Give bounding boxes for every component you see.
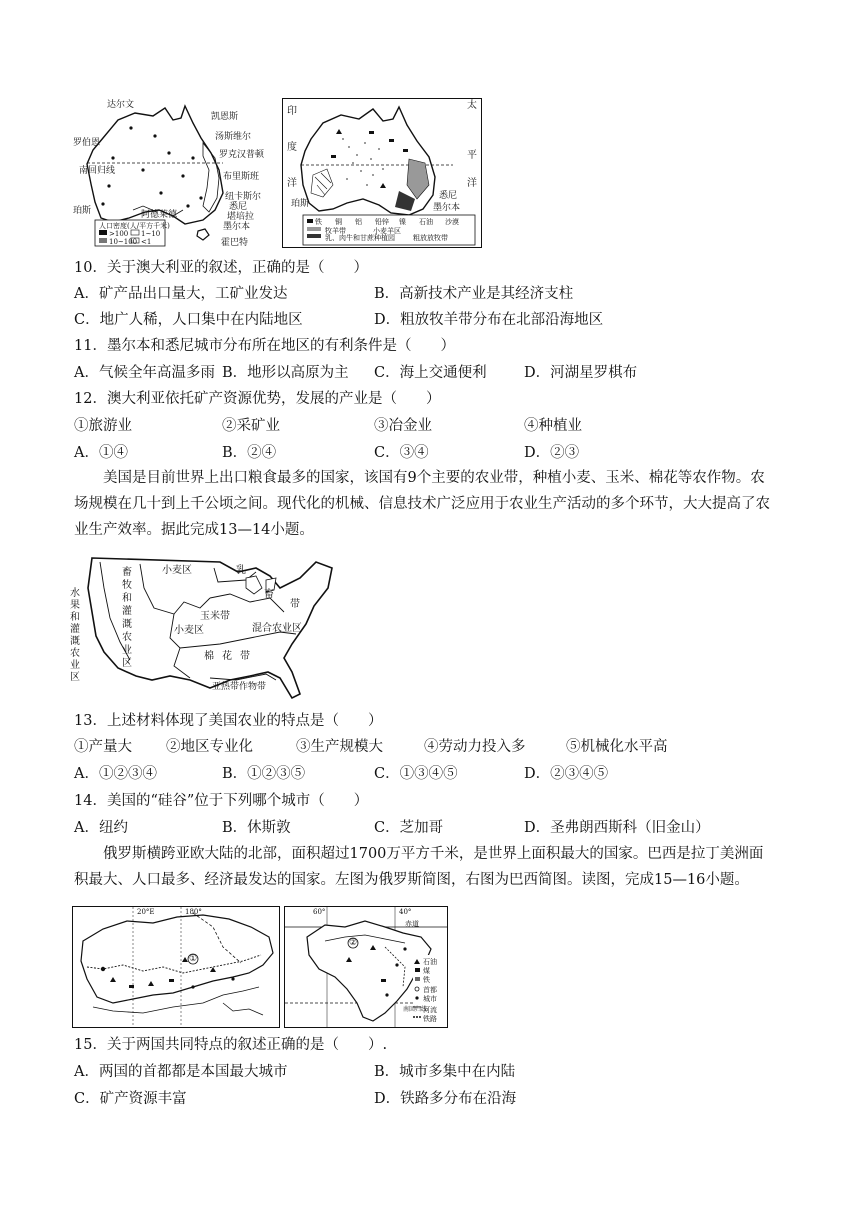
legend-item: 10~100 bbox=[109, 238, 138, 246]
legend-item: 沙漠 bbox=[445, 218, 459, 226]
q13-statement-4: ④劳动力投入多 bbox=[424, 739, 526, 755]
passage-line: 业生产效率。据此完成13—14小题。 bbox=[74, 522, 314, 538]
passage-russia-brazil bbox=[74, 841, 790, 893]
legend-item: 1~10 bbox=[141, 230, 161, 238]
legend-item: 石油 bbox=[419, 218, 433, 226]
ocean-label: 印 bbox=[287, 106, 297, 117]
longitude-label: 180° bbox=[185, 908, 202, 916]
australia-population-map bbox=[73, 98, 273, 248]
legend-line: 牧羊带 bbox=[325, 227, 346, 235]
q13-statement-1: ①产量大 bbox=[74, 739, 132, 755]
q13-option-a[interactable]: A．①②③④ bbox=[74, 766, 157, 782]
region-label-mixed: 混合农业区 bbox=[252, 623, 302, 634]
q13-option-d[interactable]: D．②③④⑤ bbox=[524, 766, 609, 782]
question-15-stem: 15．关于两国共同特点的叙述正确的是（ ）. bbox=[74, 1037, 388, 1053]
ocean-label: 太 bbox=[467, 100, 477, 111]
passage-line: 场规模在几十到上千公顷之间。现代化的机械、信息技术广泛应用于农业生产活动的多个环节，大大提高了农 bbox=[74, 496, 770, 512]
usa-agriculture-map bbox=[70, 548, 338, 702]
q12-option-b[interactable]: B．②④ bbox=[222, 445, 277, 461]
map-label: 墨尔本 bbox=[433, 203, 461, 213]
question-11-stem: 11．墨尔本和悉尼城市分布所在地区的有利条件是（ ） bbox=[74, 338, 455, 354]
region-label-livestock: 畜牧和灌溉农业区 bbox=[122, 567, 132, 669]
longitude-label: 40° bbox=[399, 908, 412, 916]
legend-item: >100 bbox=[109, 230, 129, 238]
map-label: 珀斯 bbox=[291, 199, 310, 209]
region-label-wheat-south: 小麦区 bbox=[174, 625, 204, 636]
map-label: 墨尔本 bbox=[223, 222, 251, 232]
q14-option-c[interactable]: C．芝加哥 bbox=[374, 820, 444, 836]
q14-option-a[interactable]: A．纽约 bbox=[74, 820, 128, 836]
q11-option-a[interactable]: A．气候全年高温多雨 bbox=[74, 365, 215, 381]
legend-item: 铁 bbox=[423, 976, 430, 984]
q11-option-d[interactable]: D．河湖星罗棋布 bbox=[524, 365, 638, 381]
q13-statement-2: ②地区专业化 bbox=[166, 739, 253, 755]
legend-line: 粗放放牧带 bbox=[413, 234, 448, 242]
question-12-stem: 12．澳大利亚依托矿产资源优势，发展的产业是（ ） bbox=[74, 391, 441, 407]
region-label-dairy-2: 畜 bbox=[264, 589, 274, 600]
map-label: 达尔文 bbox=[107, 100, 135, 110]
question-13-stem: 13．上述材料体现了美国农业的特点是（ ） bbox=[74, 713, 383, 729]
legend-item: 河流 bbox=[423, 1006, 437, 1014]
map-label: 罗伯恩 bbox=[73, 138, 101, 148]
longitude-label: 20°E bbox=[137, 908, 155, 916]
legend-item: 煤 bbox=[423, 967, 430, 975]
q12-option-c[interactable]: C．③④ bbox=[374, 445, 429, 461]
q11-option-c[interactable]: C．海上交通便利 bbox=[374, 365, 487, 381]
q10-option-d[interactable]: D．粗放牧羊带分布在北部沿海地区 bbox=[374, 312, 604, 328]
q13-option-c[interactable]: C．①③④⑤ bbox=[374, 766, 458, 782]
longitude-label: 60° bbox=[313, 908, 326, 916]
q15-option-b[interactable]: B．城市多集中在内陆 bbox=[374, 1064, 516, 1080]
passage-line: 美国是目前世界上出口粮食最多的国家，该国有9个主要的农业带，种植小麦、玉米、棉花等农作物。农 bbox=[103, 470, 765, 486]
equator-label: 赤道 bbox=[405, 920, 419, 928]
marker-1-label: ① bbox=[189, 954, 198, 964]
region-label-dairy-3: 带 bbox=[290, 599, 300, 610]
russia-map bbox=[72, 906, 280, 1028]
ocean-label: 度 bbox=[287, 142, 297, 153]
legend-item: 铁路 bbox=[423, 1015, 437, 1023]
legend-title: 人口密度(人/平方千米) bbox=[99, 222, 170, 230]
region-label-subtropical: 亚热带作物带 bbox=[212, 682, 267, 692]
legend-item: 石油 bbox=[423, 958, 437, 966]
q12-option-a[interactable]: A．①④ bbox=[74, 445, 128, 461]
region-label-wheat-north: 小麦区 bbox=[162, 565, 192, 576]
map-label: 凯恩斯 bbox=[211, 112, 239, 122]
map-label: 阿德莱德 bbox=[141, 210, 178, 220]
q13-statement-3: ③生产规模大 bbox=[296, 739, 383, 755]
q12-option-d[interactable]: D．②③ bbox=[524, 445, 580, 461]
passage-usa bbox=[74, 465, 790, 543]
q14-option-b[interactable]: B．休斯敦 bbox=[222, 820, 291, 836]
ocean-label: 平 bbox=[467, 150, 477, 161]
tropic-label: 南回归线 bbox=[403, 1006, 428, 1013]
q12-statement-3: ③冶金业 bbox=[374, 418, 432, 434]
legend-line: 乳、肉牛和甘蔗种植园 bbox=[325, 234, 395, 242]
legend-item: 铜 bbox=[335, 218, 342, 226]
q13-option-b[interactable]: B．①②③⑤ bbox=[222, 766, 306, 782]
australia-economy-map bbox=[282, 98, 482, 248]
map-label: 南回归线 bbox=[79, 166, 116, 176]
region-label-dairy-1: 乳 bbox=[236, 565, 246, 576]
map-label: 珀斯 bbox=[73, 206, 92, 216]
legend-item: 铅锌 bbox=[375, 218, 389, 226]
legend-item: <1 bbox=[141, 238, 152, 246]
ocean-label: 洋 bbox=[467, 178, 477, 189]
map-label: 罗克汉普顿 bbox=[219, 150, 265, 160]
q11-option-b[interactable]: B．地形以高原为主 bbox=[222, 365, 349, 381]
legend-item: 镍 bbox=[399, 218, 406, 226]
question-14-stem: 14．美国的“硅谷”位于下列哪个城市（ ） bbox=[74, 793, 369, 809]
region-label-fruit: 水果和灌溉农业区 bbox=[70, 588, 80, 683]
legend-item: 铝 bbox=[355, 218, 362, 226]
q14-option-d[interactable]: D．圣弗朗西斯科（旧金山） bbox=[524, 820, 710, 836]
ocean-label: 洋 bbox=[287, 178, 297, 189]
legend-item: 城市 bbox=[423, 995, 437, 1003]
q15-option-a[interactable]: A．两国的首都都是本国最大城市 bbox=[74, 1064, 288, 1080]
q10-option-a[interactable]: A．矿产品出口量大，工矿业发达 bbox=[74, 286, 288, 302]
passage-line: 俄罗斯横跨亚欧大陆的北部，面积超过1700万平方千米，是世界上面积最大的国家。巴西是拉丁美洲面 bbox=[103, 846, 764, 862]
q12-statement-1: ①旅游业 bbox=[74, 418, 132, 434]
map-label: 悉尼 bbox=[439, 191, 458, 201]
map-label: 汤斯维尔 bbox=[215, 132, 252, 142]
q10-option-c[interactable]: C．地广人稀，人口集中在内陆地区 bbox=[74, 312, 303, 328]
q13-statement-5: ⑤机械化水平高 bbox=[566, 739, 668, 755]
region-label-cotton: 棉花带 bbox=[204, 651, 258, 662]
map-label: 悉尼 bbox=[229, 202, 248, 212]
q10-option-b[interactable]: B．高新技术产业是其经济支柱 bbox=[374, 286, 574, 302]
brazil-map bbox=[284, 906, 448, 1028]
map-label: 堪培拉 bbox=[227, 212, 255, 222]
map-label: 纽卡斯尔 bbox=[225, 192, 262, 202]
passage-line: 积最大、人口最多、经济最发达的国家。左图为俄罗斯简图，右图为巴西简图。读图，完成15—16小题。 bbox=[74, 872, 749, 888]
q12-statement-2: ②采矿业 bbox=[222, 418, 280, 434]
legend-item: 铁 bbox=[315, 218, 322, 226]
q15-option-c[interactable]: C．矿产资源丰富 bbox=[74, 1091, 187, 1107]
map-label: 霍巴特 bbox=[221, 238, 249, 248]
q12-statement-4: ④种植业 bbox=[524, 418, 582, 434]
legend-item: 首都 bbox=[423, 986, 437, 994]
region-label-corn: 玉米带 bbox=[200, 611, 230, 622]
legend-line: 小麦羊区 bbox=[373, 227, 401, 235]
question-10-stem: 10．关于澳大利亚的叙述，正确的是（ ） bbox=[74, 260, 368, 276]
q15-option-d[interactable]: D．铁路多分布在沿海 bbox=[374, 1091, 517, 1107]
map-label: 布里斯班 bbox=[223, 172, 260, 182]
marker-2-label: ② bbox=[349, 938, 358, 948]
